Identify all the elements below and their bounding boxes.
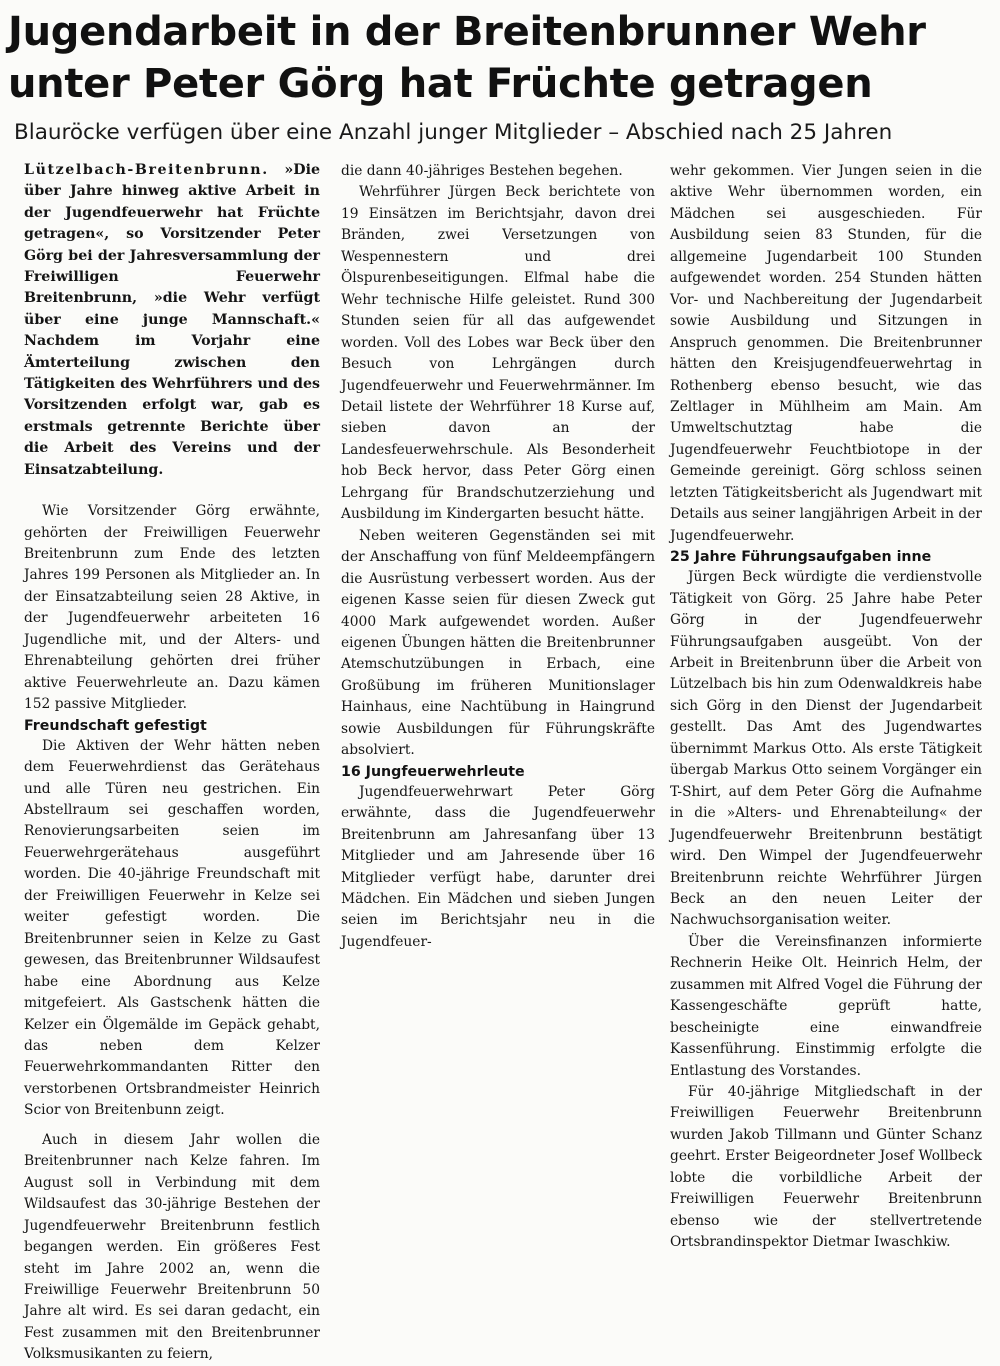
section-subhead-jungfeuerwehrleute: 16 Jungfeuerwehrleute — [341, 763, 525, 780]
section-subhead-freundschaft: Freundschaft gefestigt — [24, 717, 207, 734]
body-paragraph: Wehrführer Jürgen Beck berichtete von 19 Einsätzen im Berichtsjahr, davon drei Bränden, zwei Versetzungen von Wespennestern und drei Ölspurenbeseitigungen. Elfmal habe die Wehr technische Hilfe geleistet. Rund 300 Stunden seien für all das aufgewendet worden. Voll des Lobes war Beck über den Besuch von Lehrgängen durch Jugendfeuerwehr und Feuerwehrmänner. Im Detail listete der Wehrführer 18 Kurse auf, sieben davon an der Landesfeuerwehrschule. Als Besonderheit hob Beck hervor, dass Peter Görg einen Lehrgang für Brandschutzerziehung und Ausbildung im Kindergarten besucht hätte. — [341, 184, 655, 523]
article-subheadline: Blauröcke verfügen über eine Anzahl junger Mitglieder – Abschied nach 25 Jahren — [14, 120, 893, 145]
article-dateline: Lützelbach-Breitenbrunn. — [24, 162, 269, 178]
body-paragraph: Neben weiteren Gegenständen sei mit der Anschaffung von fünf Meldeempfängern die Ausrüstung verbessert worden. Aus der eigenen Kasse seien für diesen Zweck gut 4000 Mark aufgewendet worden. Außer eigenen Übungen hätten die Breitenbrunner Atemschutzübungen in Erbach, eine Großübung im früheren Munitionslager Hainhaus, eine Nachtübung in Haingrund sowie Ausbildungen für Führungskräfte absolviert. — [341, 527, 655, 759]
article-column-2 — [341, 161, 655, 1173]
body-paragraph: Die Aktiven der Wehr hätten neben dem Feuerwehrdienst das Gerätehaus und alle Türen neu gestrichen. Ein Abstellraum sei geschaffen worden, Renovierungsarbeiten seien im Feuerwehrgerätehaus ausgeführt worden. Die 40-jährige Freundschaft mit der Freiwilligen Feuerwehr in Kelze sei weiter gefestigt worden. Die Breitenbrunner seien in Kelze zu Gast gewesen, das Breitenbrunner Wildsaufest habe eine Abordnung aus Kelze mitgefeiert. Als Gastschenk hätten die Kelzer ein Ölgemälde im Gepäck gehabt, das neben dem Kelzer Feuerwehrkommandanten Ritter den verstorbenen Ortsbrandmeister Heinrich Scior von Breitenbunn zeigt. — [24, 737, 320, 1119]
body-paragraph: die dann 40-jähriges Bestehen begehen. — [341, 163, 623, 179]
body-paragraph: Jürgen Beck würdigte die verdienstvolle Tätigkeit von Görg. 25 Jahre habe Peter Görg in der Jugendfeuerwehr Führungsaufgaben ausgeübt. Von der Arbeit in Breitenbrunn über die Arbeit von Lützelbach bis hin zum Odenwaldkreis habe sich Görg in den Dienst der Jugendarbeit gestellt. Das Amt des Jugendwartes übernimmt Markus Otto. Als erste Tätigkeit übergab Markus Otto seinem Vorgänger ein T-Shirt, auf dem Peter Görg die Aufnahme in die »Alters- und Ehrenabteilung« der Jugendfeuerwehr Breitenbrunn bestätigt wird. Den Wimpel der Jugendfeuerwehr Breitenbrunn reichte Wehrführer Jürgen Beck an den neuen Leiter der Nachwuchsorganisation weiter. — [670, 569, 982, 929]
body-paragraph: Über die Vereinsfinanzen informierte Rechnerin Heike Olt. Heinrich Helm, der zusammen mit Alfred Vogel die Führung der Kassengeschäfte geprüft hatte, bescheinigte eine einwandfreie Kassenführung. Einstimmig erfolgte die Entlastung des Vorstandes. — [670, 933, 982, 1079]
article-column-3 — [670, 161, 982, 1251]
body-paragraph: Jugendfeuerwehrwart Peter Görg erwähnte, dass die Jugendfeuerwehr Breitenbrunn am Jahresanfang über 13 Mitglieder und am Jahresende über 16 Mitglieder verfügt habe, darunter drei Mädchen. Ein Mädchen und sieben Jungen seien im Berichtsjahr neu in die Jugendfeuer- — [341, 783, 655, 950]
body-paragraph: Auch in diesem Jahr wollen die Breitenbrunner nach Kelze fahren. Im August soll in Verbindung mit dem Wildsaufest das 30-jährige Bestehen der Jugendfeuerwehr Breitenbrunn festlich begangen werden. Ein größeres Fest steht im Jahre 2002 an, wenn die Freiwillige Feuerwehr Breitenbrunn 50 Jahre alt wird. Es sei daran gedacht, ein Fest zusammen mit den Breitenbrunner Volksmusikanten zu feiern, — [24, 1131, 320, 1363]
article-column-1 — [24, 160, 320, 1363]
article-headline — [8, 6, 993, 110]
section-subhead-fuehrungsaufgaben: 25 Jahre Führungsaufgaben inne — [670, 549, 932, 566]
body-paragraph: Für 40-jährige Mitgliedschaft in der Freiwilligen Feuerwehr Breitenbrunn wurden Jakob Tillmann und Günter Schanz geehrt. Erster Beigeordneter Josef Wollbeck lobte die vorbildliche Arbeit der Freiwilligen Feuerwehr Breitenbrunn ebenso wie der stellvertretende Ortsbrandinspektor Dietmar Iwaschkiw. — [670, 1084, 982, 1251]
article-lead-text: »Die über Jahre hinweg aktive Arbeit in der Jugendfeuerwehr hat Früchte getragen«, so Vorsitzender Peter Görg bei der Jahresversammlung der Freiwilligen Feuerwehr Breitenbrunn, »die Wehr verfügt über eine junge Mannschaft.« Nachdem im Vorjahr eine Ämterteilung zwischen den Tätigkeiten des Wehrführers und des Vorsitzenden erfolgt war, gab es erstmals getrennte Berichte über die Arbeit des Vereins und der Einsatzabteilung. — [24, 162, 320, 478]
headline-line-1: Jugendarbeit in der Breitenbrunner Wehr — [8, 9, 926, 55]
body-paragraph: wehr gekommen. Vier Jungen seien in die aktive Wehr übernommen worden, ein Mädchen sei ausgeschieden. Für Ausbildung seien 83 Stunden, für die allgemeine Jugendarbeit 100 Stunden aufgewendet worden. 254 Stunden hätten Vor- und Nachbereitung der Jugendarbeit sowie Ausbildung und Sitzungen in Anspruch genommen. Die Breitenbrunner hätten den Kreisjugendfeuerwehrtag in Rothenberg ebenso besucht, wie das Zeltlager in Mühlheim am Main. Am Umweltschutztag habe die Jugendfeuerwehr Feuchtbiotope in der Gemeinde gereinigt. Görg schloss seinen letzten Tätigkeitsbericht als Jugendwart mit Details aus seiner langjährigen Arbeit in der Jugendfeuerwehr. — [670, 163, 982, 544]
body-paragraph: Wie Vorsitzender Görg erwähnte, gehörten der Freiwilligen Feuerwehr Breitenbrunn zum Ende des letzten Jahres 199 Personen als Mitglieder an. In der Einsatzabteilung seien 28 Aktive, in der Jugendfeuerwehr arbeiteten 16 Jugendliche mit, und der Alters- und Ehrenabteilung gehörten drei früher aktive Feuerwehrleute an. Dazu kämen 152 passive Mitglieder. — [24, 503, 320, 713]
headline-line-2: unter Peter Görg hat Früchte getragen — [8, 61, 873, 107]
article-lead — [24, 160, 320, 481]
